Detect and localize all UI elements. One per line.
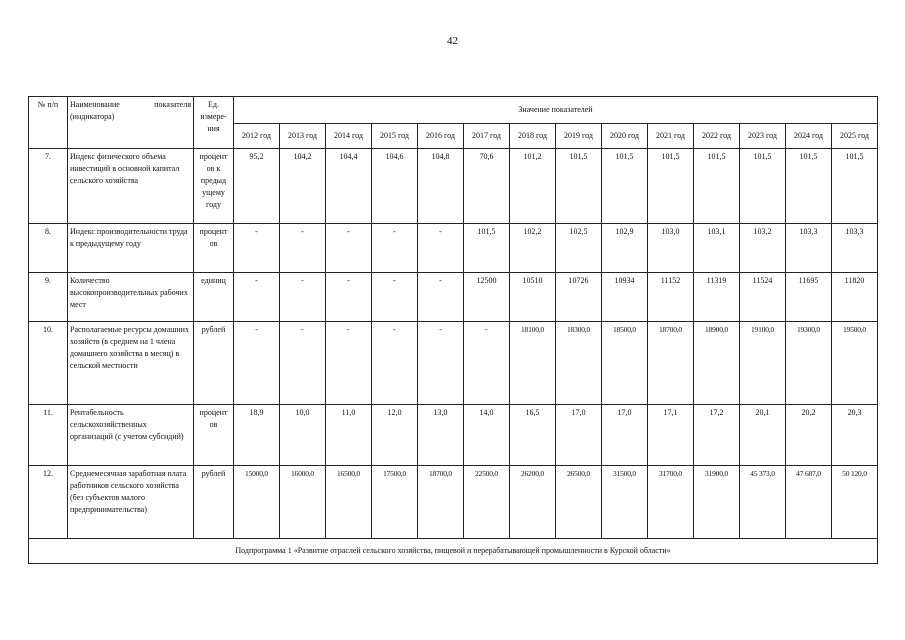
value-cell: 31700,0 — [648, 466, 694, 539]
year-header-cell: 2018 год — [510, 124, 556, 149]
year-header-cell: 2021 год — [648, 124, 694, 149]
header-name-left: Наименование — [70, 100, 120, 109]
value-cell: 102,2 — [510, 224, 556, 273]
value-cell: 13,0 — [418, 405, 464, 466]
value-cell: - — [464, 322, 510, 405]
header-num: № п/п — [29, 97, 68, 149]
year-header-cell: 2020 год — [602, 124, 648, 149]
value-cell: 50 120,0 — [832, 466, 878, 539]
header-unit: Ед. измере- ния — [194, 97, 234, 149]
value-cell: 101,2 — [510, 149, 556, 224]
value-cell: 12500 — [464, 273, 510, 322]
value-cell: - — [234, 322, 280, 405]
row-number: 7. — [29, 149, 68, 224]
table-row — [29, 224, 878, 273]
row-number: 12. — [29, 466, 68, 539]
header-name-right: показателя — [154, 100, 191, 109]
table-header-row — [29, 97, 878, 124]
value-cell: - — [418, 322, 464, 405]
table-row — [29, 149, 878, 224]
value-cell: 103,0 — [648, 224, 694, 273]
value-cell: 104,2 — [280, 149, 326, 224]
value-cell: - — [280, 273, 326, 322]
value-cell: 101,5 — [648, 149, 694, 224]
value-cell: 18700,0 — [648, 322, 694, 405]
value-cell: 19100,0 — [740, 322, 786, 405]
value-cell: 18900,0 — [694, 322, 740, 405]
value-cell: 10726 — [556, 273, 602, 322]
indicator-name: Среднемесячная заработная плата работников сельского хозяйства (без субъектов малого предпринимательства) — [68, 466, 194, 539]
value-cell: 101,5 — [464, 224, 510, 273]
row-number: 11. — [29, 405, 68, 466]
unit-cell: процент ов к предыд ущему году — [194, 149, 234, 224]
year-header-cell: 2014 год — [326, 124, 372, 149]
value-cell: 26500,0 — [556, 466, 602, 539]
indicator-name: Индекс физического объема инвестиций в основной капитал сельского хозяйства — [68, 149, 194, 224]
subprogram-row — [29, 539, 878, 564]
value-cell: 102,5 — [556, 224, 602, 273]
value-cell: 101,5 — [556, 149, 602, 224]
value-cell: - — [326, 273, 372, 322]
value-cell: 16500,0 — [326, 466, 372, 539]
row-number: 10. — [29, 322, 68, 405]
unit-cell: процент ов — [194, 405, 234, 466]
value-cell: 47 687,0 — [786, 466, 832, 539]
value-cell: - — [280, 322, 326, 405]
value-cell: 17,0 — [602, 405, 648, 466]
table-row — [29, 273, 878, 322]
value-cell: 101,5 — [786, 149, 832, 224]
table-body — [29, 149, 878, 539]
table-row — [29, 405, 878, 466]
value-cell: 104,4 — [326, 149, 372, 224]
value-cell: 18700,0 — [418, 466, 464, 539]
value-cell: 101,5 — [694, 149, 740, 224]
value-cell: 16,5 — [510, 405, 556, 466]
year-header-cell: 2013 год — [280, 124, 326, 149]
value-cell: 103,3 — [786, 224, 832, 273]
year-header-cell: 2015 год — [372, 124, 418, 149]
value-cell: 11152 — [648, 273, 694, 322]
unit-cell: рублей — [194, 466, 234, 539]
value-cell: 15000,0 — [234, 466, 280, 539]
value-cell: 11524 — [740, 273, 786, 322]
year-header-cell: 2025 год — [832, 124, 878, 149]
row-number: 8. — [29, 224, 68, 273]
unit-cell: процент ов — [194, 224, 234, 273]
value-cell: 19300,0 — [786, 322, 832, 405]
value-cell: 16000,0 — [280, 466, 326, 539]
value-cell: 18100,0 — [510, 322, 556, 405]
value-cell: 19500,0 — [832, 322, 878, 405]
value-cell: 103,2 — [740, 224, 786, 273]
year-header-cell: 2022 год — [694, 124, 740, 149]
subprogram-title: Подпрограмма 1 «Развитие отраслей сельского хозяйства, пищевой и перерабатывающей промышленности в Курской области» — [29, 539, 878, 564]
value-cell: 11319 — [694, 273, 740, 322]
value-cell: 11695 — [786, 273, 832, 322]
header-values-title: Значение показателей — [234, 97, 878, 124]
value-cell: 31500,0 — [602, 466, 648, 539]
value-cell: 17500,0 — [372, 466, 418, 539]
value-cell: 18500,0 — [602, 322, 648, 405]
value-cell: 12,0 — [372, 405, 418, 466]
year-header-cell: 2023 год — [740, 124, 786, 149]
value-cell: 10,0 — [280, 405, 326, 466]
value-cell: 20,2 — [786, 405, 832, 466]
year-header-cell: 2019 год — [556, 124, 602, 149]
value-cell: - — [234, 273, 280, 322]
header-name-line2: (индикатора) — [70, 112, 115, 121]
value-cell: 22500,0 — [464, 466, 510, 539]
value-cell: 95,2 — [234, 149, 280, 224]
indicators-table — [28, 96, 878, 564]
value-cell: 11820 — [832, 273, 878, 322]
value-cell: - — [418, 224, 464, 273]
value-cell: 26200,0 — [510, 466, 556, 539]
value-cell: 101,5 — [832, 149, 878, 224]
year-header-cell: 2016 год — [418, 124, 464, 149]
value-cell: 18300,0 — [556, 322, 602, 405]
header-indicator-name — [68, 97, 194, 149]
unit-cell: рублей — [194, 322, 234, 405]
value-cell: 70,6 — [464, 149, 510, 224]
indicator-name: Количество высокопроизводительных рабочих мест — [68, 273, 194, 322]
value-cell: 14,0 — [464, 405, 510, 466]
value-cell: 31900,0 — [694, 466, 740, 539]
value-cell: 11,0 — [326, 405, 372, 466]
indicator-name: Рентабельность сельскохозяйственных организаций (с учетом субсидий) — [68, 405, 194, 466]
value-cell: 103,1 — [694, 224, 740, 273]
value-cell: 20,3 — [832, 405, 878, 466]
indicator-name: Индекс производительности труда к предыдущему году — [68, 224, 194, 273]
value-cell: 104,6 — [372, 149, 418, 224]
value-cell: 17,2 — [694, 405, 740, 466]
value-cell: 17,1 — [648, 405, 694, 466]
value-cell: 20,1 — [740, 405, 786, 466]
value-cell: 18,9 — [234, 405, 280, 466]
value-cell: - — [280, 224, 326, 273]
value-cell: - — [326, 322, 372, 405]
value-cell: 45 373,0 — [740, 466, 786, 539]
value-cell: 10510 — [510, 273, 556, 322]
value-cell: - — [372, 322, 418, 405]
value-cell: - — [418, 273, 464, 322]
value-cell: 101,5 — [602, 149, 648, 224]
value-cell: 104,8 — [418, 149, 464, 224]
year-header-cell: 2017 год — [464, 124, 510, 149]
unit-cell: единиц — [194, 273, 234, 322]
value-cell: 103,3 — [832, 224, 878, 273]
year-header-cell: 2024 год — [786, 124, 832, 149]
value-cell: - — [372, 224, 418, 273]
value-cell: 101,5 — [740, 149, 786, 224]
value-cell: - — [326, 224, 372, 273]
indicator-name: Располагаемые ресурсы домашних хозяйств (в среднем на 1 члена домашнего хозяйства в месяц) в сельской местности — [68, 322, 194, 405]
value-cell: 10934 — [602, 273, 648, 322]
value-cell: - — [372, 273, 418, 322]
value-cell: 17,0 — [556, 405, 602, 466]
value-cell: 102,9 — [602, 224, 648, 273]
table-row — [29, 466, 878, 539]
page-number: 42 — [447, 35, 458, 47]
row-number: 9. — [29, 273, 68, 322]
year-header-cell: 2012 год — [234, 124, 280, 149]
table-row — [29, 322, 878, 405]
value-cell: - — [234, 224, 280, 273]
